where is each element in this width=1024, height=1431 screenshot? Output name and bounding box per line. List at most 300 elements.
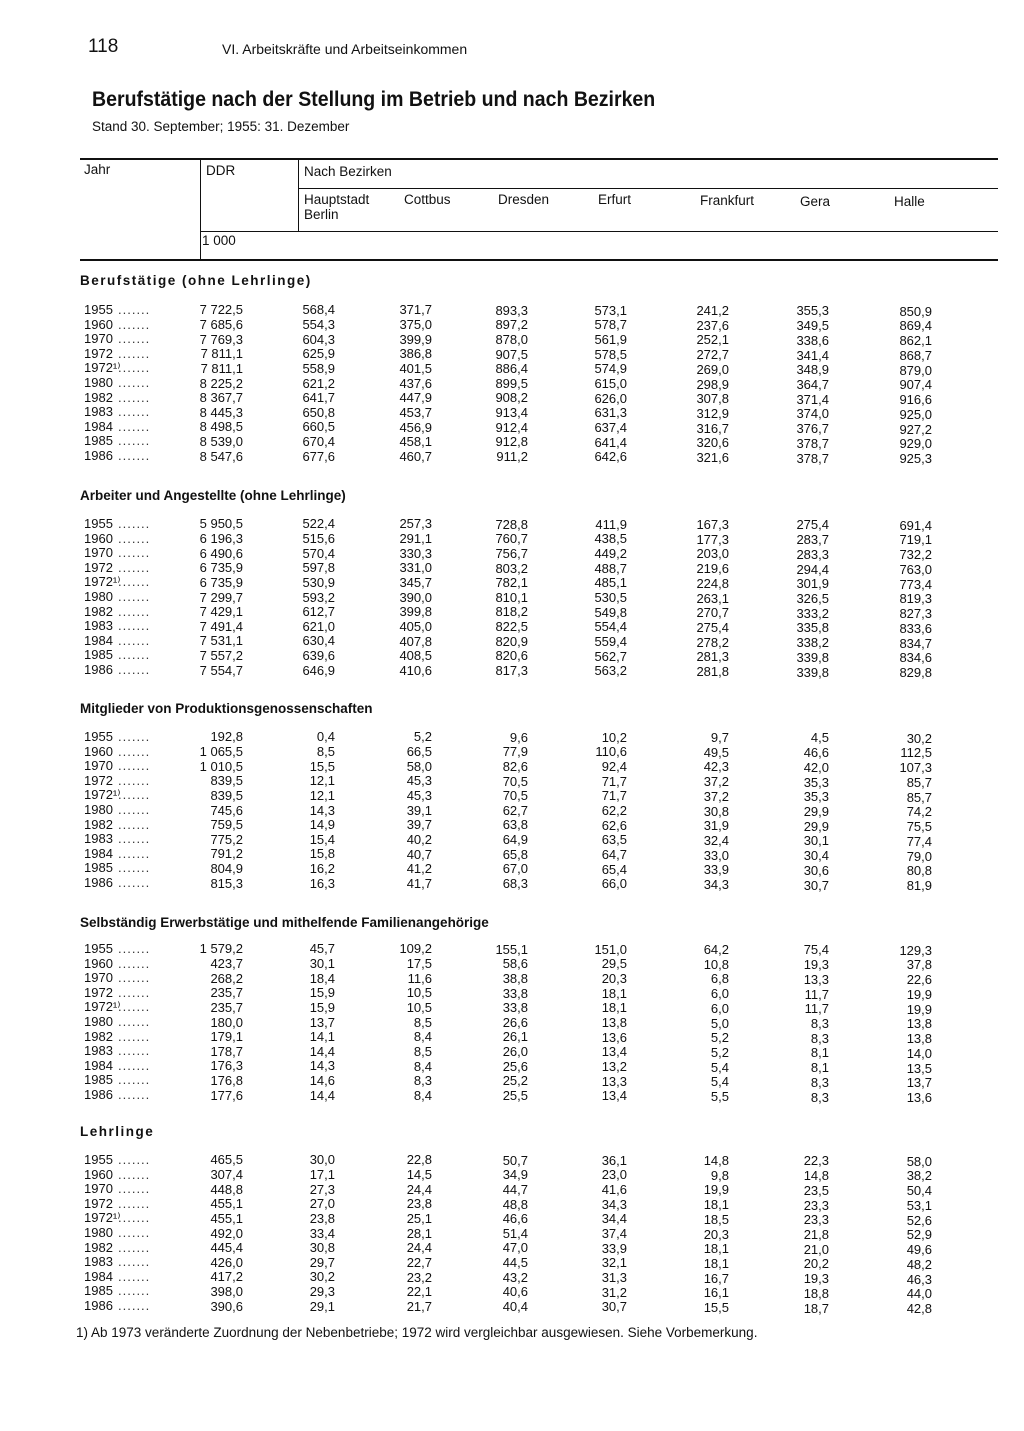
table-row (0, 574, 1024, 592)
row-year: 1960 (84, 530, 113, 546)
cell-value: 58,0 (406, 758, 432, 774)
cell-value: 558,9 (302, 360, 335, 376)
cell-value: 893,3 (495, 302, 528, 318)
cell-value: 62,2 (601, 803, 627, 819)
cell-value: 291,1 (399, 531, 432, 547)
cell-value: 51,4 (502, 1225, 528, 1241)
leader-dots: ....... (118, 860, 151, 876)
row-year: 1983 (84, 1043, 113, 1059)
cell-value: 719,1 (899, 532, 932, 548)
cell-value: 294,4 (796, 561, 829, 577)
cell-value: 37,2 (703, 774, 729, 790)
cell-value: 756,7 (495, 545, 528, 561)
cell-value: 18,1 (703, 1255, 729, 1271)
cell-value: 13,4 (601, 1044, 627, 1060)
table-row (0, 647, 1024, 666)
cell-value: 7 811,1 (200, 346, 243, 362)
cell-value: 42,0 (803, 759, 829, 775)
table-subtitle: Stand 30. September; 1955: 31. Dezember (92, 119, 350, 134)
table-row (0, 1298, 1024, 1317)
cell-value: 763,0 (899, 561, 932, 577)
cell-value: 18,1 (703, 1197, 729, 1213)
cell-value: 4,5 (810, 730, 829, 746)
leader-dots: ....... (118, 1014, 151, 1029)
cell-value: 10,8 (703, 956, 729, 972)
cell-value: 77,9 (502, 744, 528, 760)
cell-value: 642,6 (594, 449, 627, 465)
cell-value: 650,8 (302, 404, 335, 420)
cell-value: 19,3 (803, 957, 829, 973)
cell-value: 6 735,9 (199, 574, 243, 590)
table-row (0, 545, 1024, 563)
cell-value: 371,7 (399, 302, 432, 318)
cell-value: 31,3 (601, 1269, 627, 1285)
cell-value: 822,5 (495, 619, 528, 635)
cell-value: 219,6 (696, 561, 729, 577)
cell-value: 5,2 (710, 1044, 729, 1060)
cell-value: 773,4 (899, 576, 932, 592)
header-bottom-rule (80, 259, 998, 261)
header-ddr: DDR (206, 163, 236, 178)
leader-dots: ....... (118, 345, 151, 361)
cell-value: 10,2 (601, 729, 627, 745)
cell-value: 29,7 (309, 1254, 335, 1270)
cell-value: 307,4 (210, 1166, 243, 1182)
table-row (0, 1057, 1024, 1076)
section-title: Mitglieder von Produktionsgenossenschaften (80, 701, 373, 716)
cell-value: 465,5 (210, 1152, 243, 1168)
table-row (0, 774, 1024, 788)
cell-value: 625,9 (302, 346, 335, 362)
cell-value: 492,0 (210, 1225, 243, 1241)
header-dresden: Dresden (498, 192, 550, 207)
cell-value: 33,9 (601, 1240, 627, 1256)
row-year: 1985 (84, 647, 113, 663)
cell-value: 5 950,5 (199, 516, 243, 532)
table-row (0, 730, 1024, 744)
page-number: 118 (88, 36, 119, 57)
cell-value: 641,7 (302, 390, 335, 406)
cell-value: 819,3 (899, 591, 932, 607)
leader-dots: ....... (118, 845, 151, 861)
leader-dots: ....... (118, 1210, 151, 1226)
cell-value: 460,7 (399, 448, 432, 464)
table-row (0, 360, 1024, 378)
cell-value: 691,4 (899, 517, 932, 533)
table-row (0, 1225, 1024, 1243)
table-row (0, 957, 1024, 971)
cell-value: 5,4 (710, 1059, 729, 1075)
table-row (0, 831, 1024, 849)
cell-value: 485,1 (594, 575, 627, 591)
cell-value: 16,3 (309, 875, 335, 891)
leader-dots: ....... (118, 1283, 151, 1299)
cell-value: 573,1 (594, 302, 627, 318)
table-row (0, 1181, 1024, 1199)
cell-value: 13,8 (906, 1016, 932, 1032)
row-year: 1972 (84, 1195, 113, 1211)
cell-value: 637,4 (594, 419, 627, 435)
cell-value: 1 579,2 (199, 941, 243, 957)
cell-value: 386,8 (399, 346, 432, 362)
cell-value: 378,7 (796, 450, 829, 466)
table-row (0, 986, 1024, 1000)
row-year: 1980 (84, 1014, 113, 1029)
leader-dots: ....... (118, 389, 151, 405)
cell-value: 20,3 (703, 1226, 729, 1242)
cell-value: 52,6 (906, 1212, 932, 1228)
cell-value: 791,2 (210, 846, 243, 862)
cell-value: 345,7 (399, 575, 432, 591)
row-year: 1982 (84, 816, 113, 832)
cell-value: 8,3 (810, 1074, 829, 1090)
table-row (0, 1072, 1024, 1091)
cell-value: 47,0 (502, 1240, 528, 1256)
leader-dots: ....... (118, 1181, 151, 1197)
cell-value: 8,1 (810, 1045, 829, 1061)
header-frankfurt: Frankfurt (700, 193, 755, 208)
cell-value: 31,9 (703, 818, 729, 834)
cell-value: 22,8 (406, 1152, 432, 1168)
cell-value: 8,5 (316, 743, 335, 759)
row-year: 1980 (84, 589, 113, 604)
cell-value: 20,2 (803, 1256, 829, 1272)
cell-value: 16,1 (703, 1285, 729, 1301)
cell-value: 399,9 (399, 331, 432, 347)
cell-value: 8 225,2 (199, 375, 243, 391)
cell-value: 7 491,4 (199, 618, 243, 634)
cell-value: 775,2 (210, 831, 243, 847)
cell-value: 31,2 (601, 1284, 627, 1300)
cell-value: 10,5 (406, 985, 432, 1001)
cell-value: 815,3 (210, 875, 243, 891)
cell-value: 818,2 (495, 604, 528, 620)
leader-dots: ....... (118, 1239, 151, 1255)
cell-value: 660,5 (302, 419, 335, 435)
leader-dots: ....... (118, 1166, 151, 1182)
leader-dots: ....... (118, 941, 151, 956)
header-jahr: Jahr (84, 162, 111, 177)
cell-value: 6,0 (710, 1000, 729, 1016)
cell-value: 817,3 (495, 663, 528, 679)
cell-value: 49,5 (703, 744, 729, 760)
cell-value: 40,7 (406, 846, 432, 862)
row-year: 1955 (84, 1152, 113, 1167)
cell-value: 437,6 (399, 375, 432, 391)
cell-value: 18,1 (703, 1241, 729, 1257)
cell-value: 13,6 (906, 1090, 932, 1106)
cell-value: 15,8 (309, 846, 335, 862)
cell-value: 8,4 (413, 1058, 432, 1074)
table-row (0, 1087, 1024, 1106)
row-year: 1984 (84, 418, 113, 434)
cell-value: 23,0 (601, 1167, 627, 1183)
cell-value: 80,8 (906, 863, 932, 879)
cell-value: 42,3 (703, 759, 729, 775)
cell-value: 32,1 (601, 1255, 627, 1271)
cell-value: 40,6 (502, 1284, 528, 1300)
cell-value: 30,7 (601, 1299, 627, 1315)
cell-value: 597,8 (302, 560, 335, 576)
table-row (0, 389, 1024, 408)
cell-value: 177,6 (210, 1087, 243, 1103)
cell-value: 37,2 (703, 788, 729, 804)
header-berlin-line1: Hauptstadt (304, 192, 370, 207)
row-year: 1985 (84, 1072, 113, 1088)
cell-value: 13,2 (601, 1058, 627, 1074)
leader-dots: ....... (118, 331, 151, 347)
cell-value: 27,3 (309, 1181, 335, 1197)
cell-value: 449,2 (594, 546, 627, 562)
table-row (0, 1210, 1024, 1228)
cell-value: 18,7 (803, 1300, 829, 1316)
cell-value: 275,4 (796, 517, 829, 533)
cell-value: 562,7 (594, 648, 627, 664)
cell-value: 530,5 (594, 590, 627, 606)
cell-value: 27,0 (309, 1196, 335, 1212)
row-year: 1982 (84, 1028, 113, 1044)
row-year: 1970 (84, 331, 113, 347)
cell-value: 316,7 (696, 420, 729, 436)
cell-value: 8 498,5 (199, 419, 243, 435)
cell-value: 338,2 (796, 635, 829, 651)
cell-value: 10,5 (406, 1000, 432, 1016)
cell-value: 237,6 (696, 317, 729, 333)
row-year: 1972 (84, 772, 113, 788)
cell-value: 58,6 (502, 956, 528, 972)
cell-value: 301,9 (796, 576, 829, 592)
cell-value: 621,0 (302, 618, 335, 634)
leader-dots: ....... (118, 1043, 151, 1059)
cell-value: 6 196,3 (199, 530, 243, 546)
cell-value: 70,5 (502, 788, 528, 804)
cell-value: 45,7 (309, 941, 335, 957)
cell-value: 339,8 (796, 649, 829, 665)
cell-value: 897,2 (495, 317, 528, 333)
leader-dots: ....... (118, 516, 151, 531)
leader-dots: ....... (118, 970, 151, 986)
cell-value: 908,2 (495, 390, 528, 406)
cell-value: 14,6 (309, 1073, 335, 1089)
row-year: 1960 (84, 743, 113, 759)
cell-value: 398,0 (210, 1284, 243, 1300)
table-row (0, 347, 1024, 361)
table-row (0, 816, 1024, 835)
cell-value: 804,9 (210, 861, 243, 877)
leader-dots: ....... (118, 984, 151, 1000)
row-year: 1972 (84, 345, 113, 361)
cell-value: 364,7 (796, 377, 829, 393)
cell-value: 6,0 (710, 986, 729, 1002)
table-row (0, 404, 1024, 422)
cell-value: 176,3 (210, 1058, 243, 1074)
cell-value: 48,2 (906, 1256, 932, 1272)
cell-value: 612,7 (302, 604, 335, 620)
cell-value: 179,1 (210, 1029, 243, 1045)
leader-dots: ....... (118, 433, 151, 449)
row-year: 1986 (84, 448, 113, 463)
cell-value: 18,8 (803, 1285, 829, 1301)
cell-value: 23,8 (309, 1210, 335, 1226)
cell-value: 43,2 (502, 1269, 528, 1285)
header-berlin-line2: Berlin (304, 207, 339, 222)
cell-value: 14,5 (406, 1167, 432, 1183)
cell-value: 899,5 (495, 375, 528, 391)
cell-value: 456,9 (399, 419, 432, 435)
cell-value: 26,6 (502, 1014, 528, 1030)
cell-value: 554,4 (594, 619, 627, 635)
row-year: 1982 (84, 603, 113, 619)
cell-value: 34,3 (601, 1196, 627, 1212)
cell-value: 7 531,1 (199, 633, 243, 649)
cell-value: 25,2 (502, 1073, 528, 1089)
cell-value: 376,7 (796, 421, 829, 437)
cell-value: 25,6 (502, 1058, 528, 1074)
cell-value: 423,7 (210, 955, 243, 971)
cell-value: 283,7 (796, 532, 829, 548)
cell-value: 18,1 (601, 1000, 627, 1016)
cell-value: 374,0 (796, 406, 829, 422)
cell-value: 578,7 (594, 317, 627, 333)
cell-value: 7 429,1 (199, 604, 243, 620)
cell-value: 64,9 (502, 832, 528, 848)
cell-value: 19,3 (803, 1271, 829, 1287)
cell-value: 46,6 (502, 1211, 528, 1227)
cell-value: 252,1 (696, 332, 729, 348)
table-row (0, 532, 1024, 546)
row-year: 1972¹⁾ (84, 787, 121, 803)
cell-value: 14,8 (803, 1168, 829, 1184)
leader-dots: ....... (118, 1087, 151, 1102)
row-year: 1980 (84, 802, 113, 817)
cell-value: 6 490,6 (199, 545, 243, 561)
cell-value: 453,7 (399, 404, 432, 420)
table-row (0, 618, 1024, 636)
cell-value: 42,8 (906, 1301, 932, 1317)
cell-value: 40,4 (502, 1299, 528, 1315)
cell-value: 829,8 (899, 665, 932, 681)
cell-value: 455,1 (210, 1210, 243, 1226)
cell-value: 30,7 (803, 877, 829, 893)
cell-value: 23,8 (406, 1196, 432, 1212)
cell-value: 85,7 (906, 774, 932, 790)
cell-value: 410,6 (399, 662, 432, 678)
row-year: 1970 (84, 545, 113, 561)
cell-value: 13,3 (803, 971, 829, 987)
leader-dots: ....... (118, 955, 151, 971)
cell-value: 63,5 (601, 832, 627, 848)
table-row (0, 802, 1024, 820)
cell-value: 21,8 (803, 1227, 829, 1243)
leader-dots: ....... (118, 404, 151, 420)
cell-value: 64,7 (601, 846, 627, 862)
cell-value: 235,7 (210, 999, 243, 1015)
table-row (0, 1028, 1024, 1047)
leader-dots: ....... (118, 999, 151, 1015)
bezirke-rule (298, 188, 998, 189)
cell-value: 568,4 (302, 302, 335, 318)
table-row (0, 787, 1024, 805)
row-year: 1955 (84, 516, 113, 531)
cell-value: 646,9 (302, 662, 335, 678)
cell-value: 16,7 (703, 1270, 729, 1286)
cell-value: 53,1 (906, 1197, 932, 1213)
table-row (0, 1014, 1024, 1032)
cell-value: 29,9 (803, 818, 829, 834)
cell-value: 530,9 (302, 574, 335, 590)
cell-value: 641,4 (594, 434, 627, 450)
cell-value: 30,1 (803, 833, 829, 849)
leader-dots: ....... (118, 772, 151, 788)
cell-value: 44,0 (906, 1286, 932, 1302)
row-year: 1955 (84, 941, 113, 956)
row-year: 1985 (84, 433, 113, 449)
cell-value: 448,8 (210, 1181, 243, 1197)
row-year: 1960 (84, 955, 113, 971)
cell-value: 68,3 (502, 876, 528, 892)
cell-value: 615,0 (594, 376, 627, 392)
row-year: 1972¹⁾ (84, 999, 121, 1015)
cell-value: 8,1 (810, 1060, 829, 1076)
header-nach-bezirken: Nach Bezirken (304, 164, 392, 179)
cell-value: 16,2 (309, 861, 335, 877)
cell-value: 177,3 (696, 531, 729, 547)
cell-value: 833,6 (899, 620, 932, 636)
cell-value: 14,3 (309, 1058, 335, 1074)
cell-value: 9,8 (710, 1167, 729, 1183)
cell-value: 8,5 (413, 1043, 432, 1059)
leader-dots: ....... (118, 1268, 151, 1284)
cell-value: 37,8 (906, 957, 932, 973)
cell-value: 631,3 (594, 405, 627, 421)
cell-value: 270,7 (696, 605, 729, 621)
cell-value: 26,1 (502, 1029, 528, 1045)
header-cottbus: Cottbus (404, 192, 451, 207)
cell-value: 13,6 (601, 1029, 627, 1045)
cell-value: 180,0 (210, 1014, 243, 1030)
cell-value: 39,1 (406, 802, 432, 818)
cell-value: 407,8 (399, 633, 432, 649)
cell-value: 488,7 (594, 560, 627, 576)
cell-value: 7 685,6 (199, 316, 243, 332)
ddr-column-divider (200, 160, 201, 259)
row-year: 1960 (84, 316, 113, 332)
table-row (0, 331, 1024, 349)
bezirke-column-divider (298, 160, 299, 231)
cell-value: 257,3 (399, 516, 432, 532)
cell-value: 907,4 (899, 377, 932, 393)
cell-value: 48,8 (502, 1196, 528, 1212)
row-year: 1955 (84, 302, 113, 317)
cell-value: 834,6 (899, 650, 932, 666)
cell-value: 19,9 (906, 986, 932, 1002)
leader-dots: ....... (118, 618, 151, 634)
cell-value: 11,7 (804, 1001, 829, 1017)
cell-value: 75,5 (906, 819, 932, 835)
row-year: 1972¹⁾ (84, 360, 121, 376)
cell-value: 107,3 (899, 760, 932, 776)
cell-value: 29,9 (803, 804, 829, 820)
leader-dots: ....... (118, 875, 151, 890)
cell-value: 515,6 (302, 530, 335, 546)
cell-value: 283,3 (796, 546, 829, 562)
leader-dots: ....... (118, 662, 151, 677)
cell-value: 63,8 (502, 817, 528, 833)
cell-value: 33,8 (502, 1000, 528, 1016)
cell-value: 13,8 (906, 1031, 932, 1047)
row-year: 1984 (84, 1268, 113, 1284)
row-year: 1983 (84, 1254, 113, 1270)
